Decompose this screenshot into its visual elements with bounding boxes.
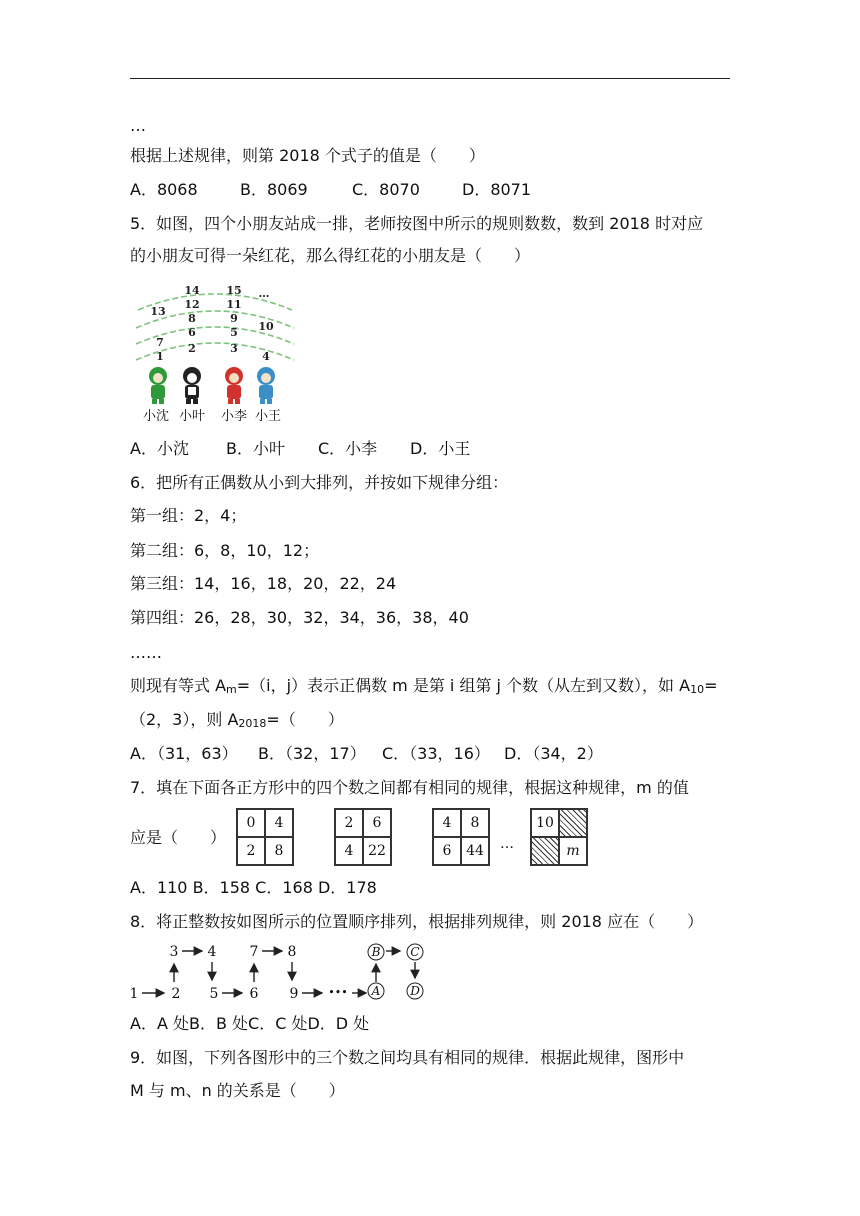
q6-group1: 第一组：2，4；: [130, 506, 247, 525]
cell: 6: [363, 809, 391, 837]
q5-question-line1: 5．如图，四个小朋友站成一排，老师按图中所示的规则数数，数到 2018 时对应: [130, 214, 704, 233]
cell-hatched: [559, 809, 587, 837]
q4-option-d: D．8071: [462, 180, 532, 199]
count-7: 7: [156, 336, 164, 349]
name-xiaoshen: 小沈: [142, 409, 170, 424]
cell: 0: [237, 809, 265, 837]
count-1: 1: [156, 350, 164, 363]
q4-option-b: B．8069: [240, 180, 308, 199]
cell: 4: [433, 809, 461, 837]
q6-option-a: A．（31，63）: [130, 744, 238, 763]
count-6: 6: [188, 326, 196, 339]
q8-options: A．A 处B．B 处C．C 处D．D 处: [130, 1014, 370, 1033]
num-1: 1: [129, 986, 139, 1002]
q6-option-b: B．（32，17）: [258, 744, 366, 763]
mascot-xiaoli-icon: [225, 367, 243, 404]
cell-10: 10: [531, 809, 559, 837]
mascot-xiaowang-icon: [257, 367, 275, 404]
num-4: 4: [207, 944, 217, 960]
label-b: B: [371, 945, 381, 959]
header-rule: [130, 78, 730, 79]
q6-option-d: D．（34，2）: [504, 744, 603, 763]
cell: 44: [461, 837, 489, 865]
num-2: 2: [171, 986, 181, 1002]
ellipsis-line: …: [130, 116, 146, 135]
q7-square-3: [432, 808, 490, 866]
num-6: 6: [249, 986, 259, 1002]
count-11: 11: [226, 298, 242, 311]
q5-question-line2: 的小朋友可得一朵红花，那么得红花的小朋友是（ ）: [130, 246, 531, 265]
name-xiaoye: 小叶: [178, 409, 206, 424]
num-9: 9: [289, 986, 299, 1002]
cell: 4: [335, 837, 363, 865]
q4-options: [130, 180, 531, 200]
q7-question-line1: 7．填在下面各正方形中的四个数之间都有相同的规律，根据这种规律，m 的值: [130, 778, 689, 797]
q4-question-tail: 根据上述规律，则第 2018 个式子的值是（ ）: [130, 146, 485, 165]
q6-definition-line2: （2，3），则 $A_{2018}=$（ ）: [130, 710, 344, 730]
q5-figure: [130, 280, 300, 428]
num-3: 3: [169, 944, 179, 960]
q6-question: 6．把所有正偶数从小到大排列，并按如下规律分组：: [130, 473, 509, 492]
count-15: 15: [226, 284, 242, 297]
count-8: 8: [188, 312, 196, 325]
q7-question-line2: 应是（ ）: [130, 828, 227, 847]
q5-option-b: B．小叶: [226, 439, 285, 458]
count-2: 2: [188, 342, 196, 355]
count-ellipsis: …: [258, 287, 270, 300]
cell: 4: [265, 809, 293, 837]
q5-option-c: C．小李: [318, 439, 378, 458]
dots: •••: [328, 986, 348, 999]
q5-options: [130, 439, 470, 459]
label-c: C: [410, 945, 420, 959]
mascot-xiaoshen-icon: [149, 367, 167, 404]
cell: 22: [363, 837, 391, 865]
mascot-xiaoye-icon: [183, 367, 201, 404]
q6-option-c: C．（33，16）: [382, 744, 490, 763]
q7-square-2: [334, 808, 392, 866]
q7-square-1: [236, 808, 294, 866]
q5-option-d: D．小王: [410, 439, 471, 458]
q6-definition-line1: 则现有等式 $A_m=(i$，j）表示正偶数 m 是第 i 组第 j 个数（从左到又数），如 $A_{10}=$: [130, 676, 718, 696]
q7-square-last: [530, 808, 588, 866]
count-12: 12: [184, 298, 200, 311]
q9-question-line2: M 与 m、n 的关系是（ ）: [130, 1081, 345, 1100]
count-13: 13: [150, 305, 166, 318]
name-xiaowang: 小王: [254, 409, 282, 424]
cell-m: m: [559, 837, 587, 865]
count-5: 5: [230, 326, 238, 339]
num-7: 7: [249, 944, 259, 960]
q7-options: A．110 B．158 C．168 D．178: [130, 878, 377, 897]
q6-group4: 第四组：26，28，30，32，34，36，38，40: [130, 608, 469, 627]
name-xiaoli: 小李: [220, 409, 248, 424]
q5-option-a: A．小沈: [130, 439, 189, 458]
q9-question-line1: 9．如图，下列各图形中的三个数之间均具有相同的规律．根据此规律，图形中: [130, 1048, 685, 1067]
label-a: A: [371, 984, 381, 998]
q6-ellipsis: ……: [130, 643, 162, 662]
count-10: 10: [258, 320, 274, 333]
cell: 6: [433, 837, 461, 865]
q7-dots: …: [500, 836, 514, 852]
q8-question: 8．将正整数按如图所示的位置顺序排列，根据排列规律，则 2018 应在（ ）: [130, 912, 704, 931]
cell: 2: [237, 837, 265, 865]
count-9: 9: [230, 312, 238, 325]
q4-option-a: A．8068: [130, 180, 198, 199]
q8-figure: [126, 940, 436, 1004]
count-4: 4: [262, 350, 270, 363]
count-3: 3: [230, 342, 238, 355]
cell: 8: [461, 809, 489, 837]
q6-group2: 第二组：6，8，10，12；: [130, 541, 320, 560]
q4-option-c: C．8070: [352, 180, 420, 199]
num-5: 5: [209, 986, 219, 1002]
num-8: 8: [287, 944, 297, 960]
label-d: D: [410, 984, 420, 998]
cell: 8: [265, 837, 293, 865]
cell: 2: [335, 809, 363, 837]
count-14: 14: [184, 284, 200, 297]
q6-options: [130, 744, 603, 764]
cell-hatched: [531, 837, 559, 865]
q6-group3: 第三组：14，16，18，20，22，24: [130, 574, 397, 593]
